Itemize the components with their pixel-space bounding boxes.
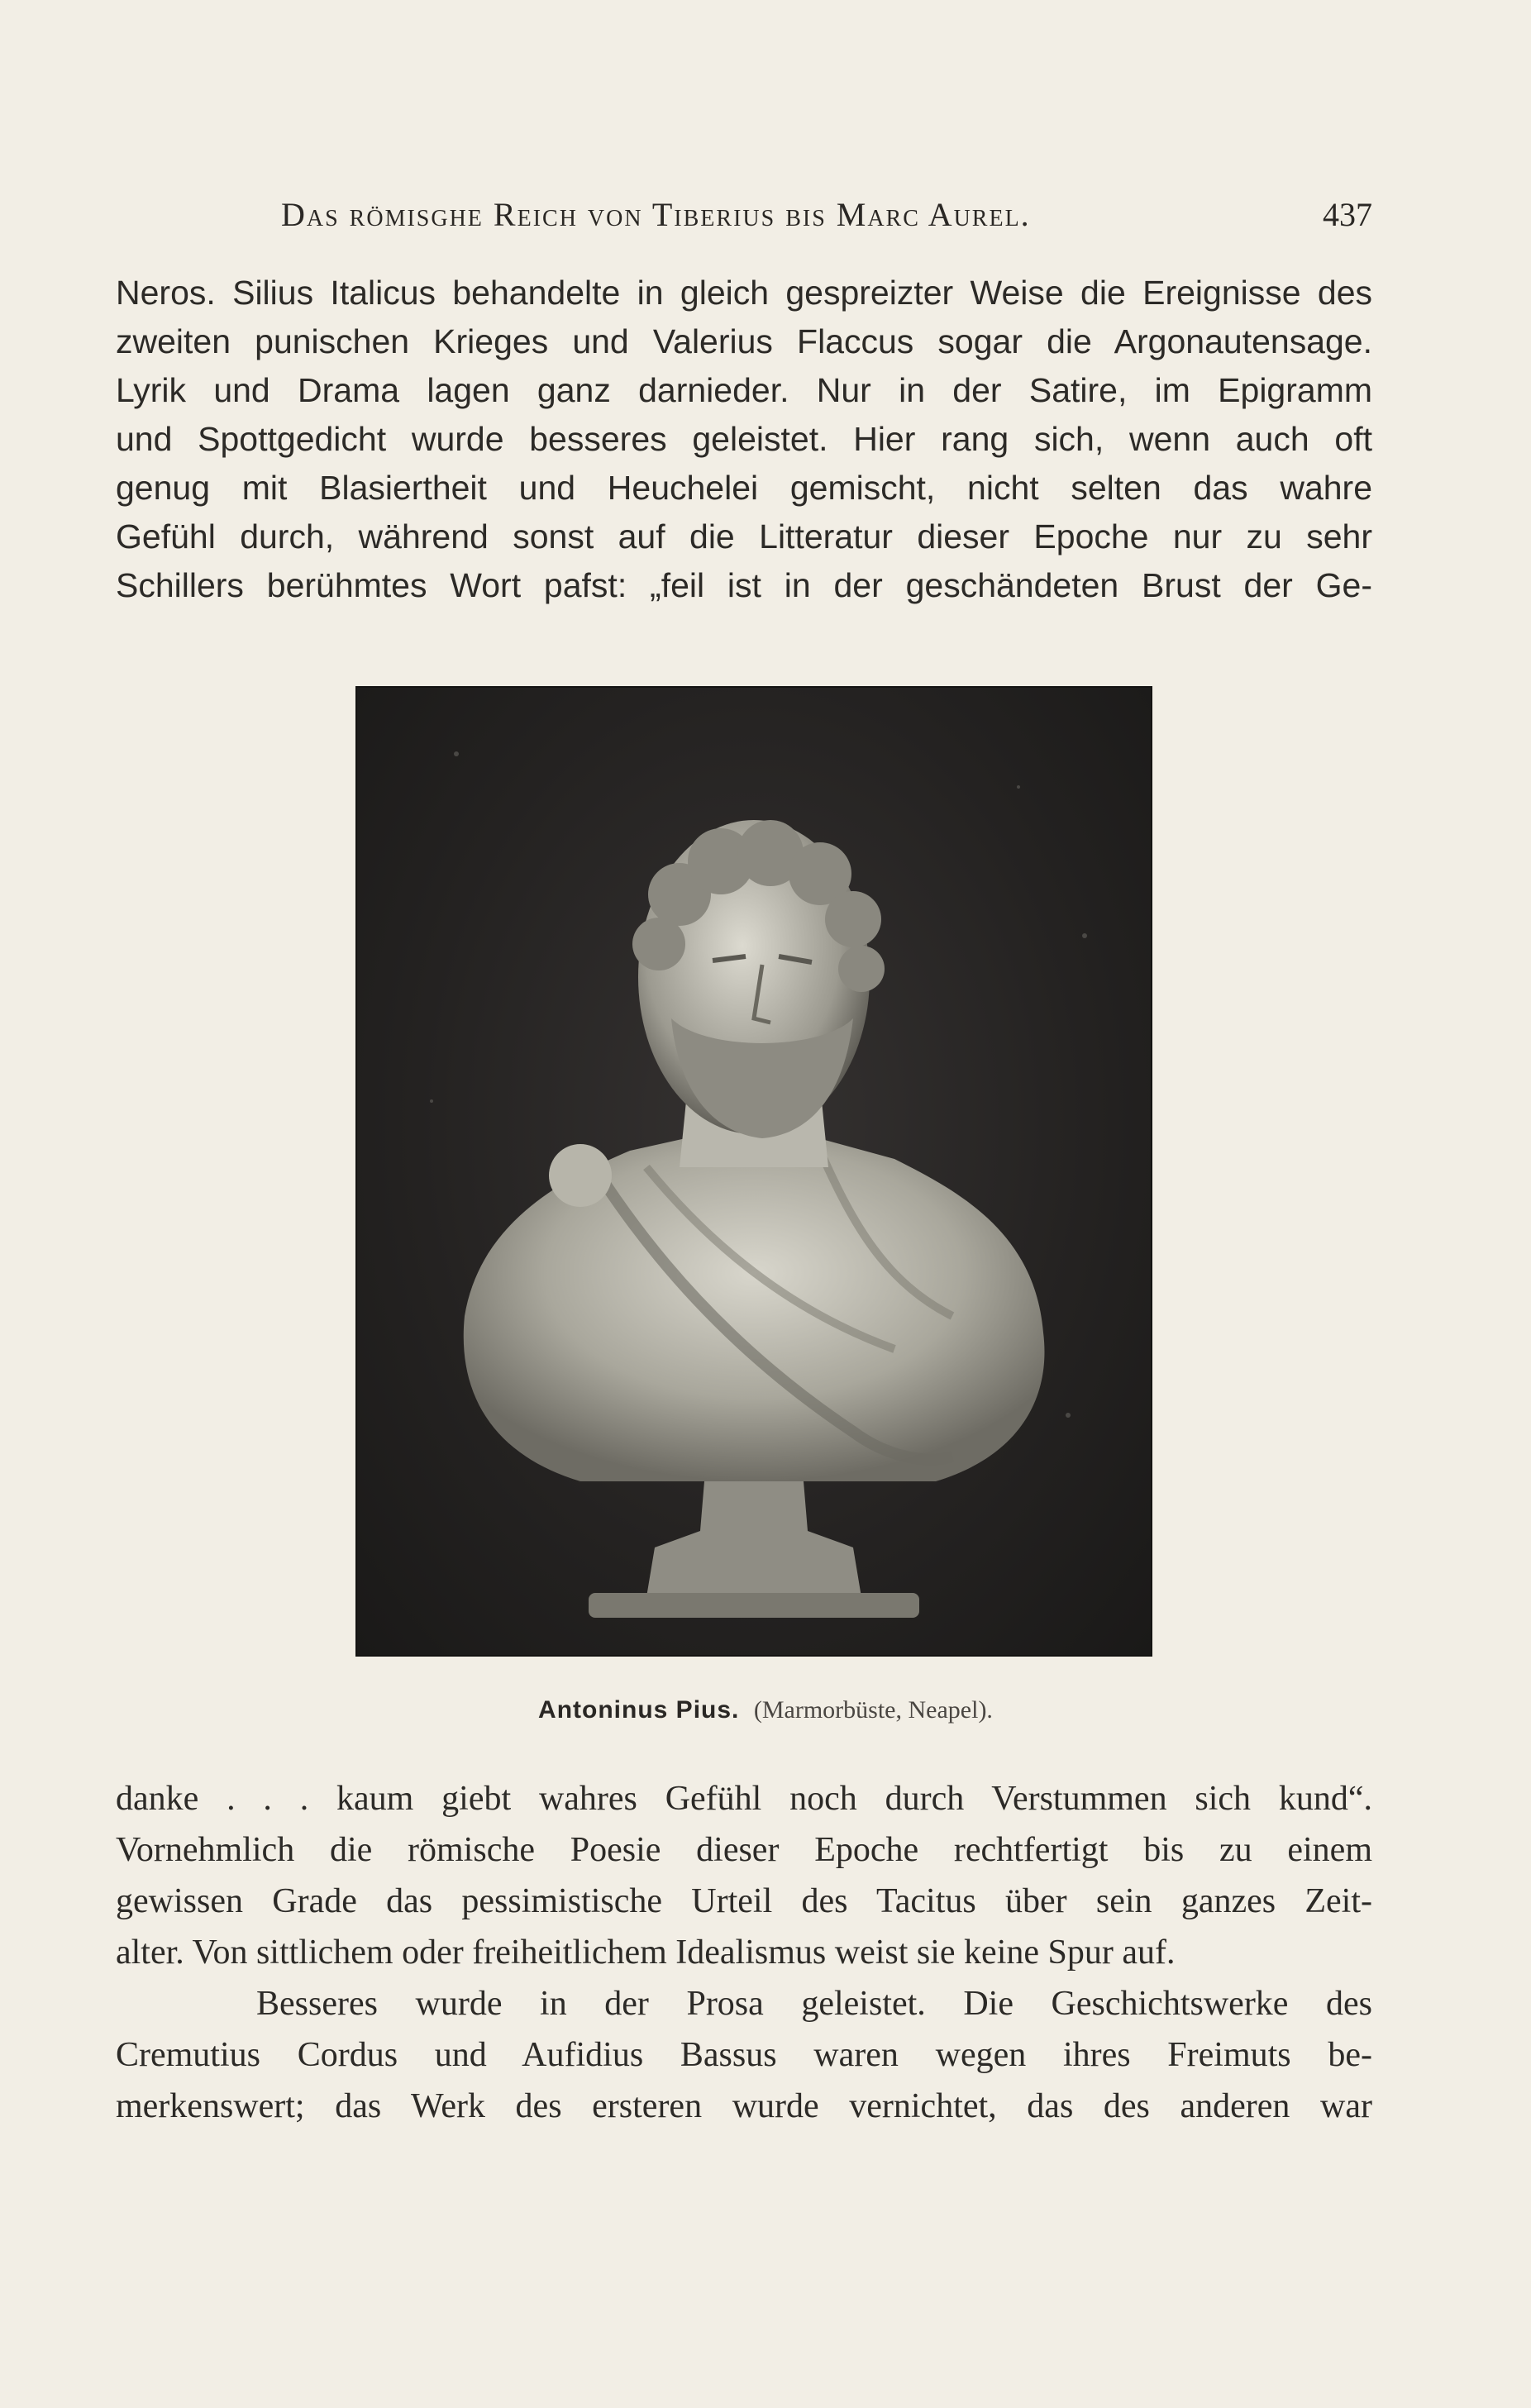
text-line: Lyrik und Drama lagen ganz darnieder. Nur in der Satire, im Epigramm xyxy=(116,371,1372,409)
running-title: Das römisghe Reich von Tiberius bis Marc Aurel. xyxy=(281,196,1031,233)
text-line: Neros. Silius Italicus behandelte in gleich gespreizter Weise die Ereignisse des xyxy=(116,274,1372,312)
bust-photograph xyxy=(355,686,1152,1657)
caption-name: Antoninus Pius. xyxy=(538,1696,740,1724)
text-line: Vornehmlich die römische Poesie dieser Epoche rechtfertigt bis zu einem xyxy=(116,1831,1372,1869)
figure-caption xyxy=(0,1696,1531,1724)
text-line: Besseres wurde in der Prosa geleistet. Die Geschichtswerke des xyxy=(256,1985,1372,2023)
text-line: Cremutius Cordus und Aufidius Bassus waren wegen ihres Freimuts be- xyxy=(116,2036,1372,2074)
text-line: alter. Von sittlichem oder freiheitlichem Idealismus weist sie keine Spur auf. xyxy=(116,1934,1176,1972)
text-line: Gefühl durch, während sonst auf die Litteratur dieser Epoche nur zu sehr xyxy=(116,517,1372,556)
pedestal xyxy=(646,1481,861,1597)
running-head xyxy=(116,195,1372,245)
text-line: gewissen Grade das pessimistische Urteil des Tacitus über sein ganzes Zeit- xyxy=(116,1882,1372,1920)
text-line: danke . . . kaum giebt wahres Gefühl noch durch Verstummen sich kund“. xyxy=(116,1780,1372,1818)
body-text-top xyxy=(116,269,1372,610)
bust-illustration xyxy=(357,688,1151,1655)
text-line: Schillers berühmtes Wort pafst: „feil ist in der geschändeten Brust der Ge- xyxy=(116,566,1372,604)
text-line: zweiten punischen Krieges und Valerius Flaccus sogar die Argonautensage. xyxy=(116,322,1372,360)
page-number: 437 xyxy=(1323,196,1372,233)
caption-note: (Marmorbüste, Neapel). xyxy=(753,1696,993,1724)
text-line: genug mit Blasiertheit und Heuchelei gemischt, nicht selten das wahre xyxy=(116,469,1372,507)
body-text-bottom xyxy=(116,1773,1372,2132)
bust-torso xyxy=(464,1134,1045,1481)
text-line: merkenswert; das Werk des ersteren wurde vernichtet, das des anderen war xyxy=(116,2087,1372,2125)
text-line: und Spottgedicht wurde besseres geleistet. Hier rang sich, wenn auch oft xyxy=(116,420,1372,458)
